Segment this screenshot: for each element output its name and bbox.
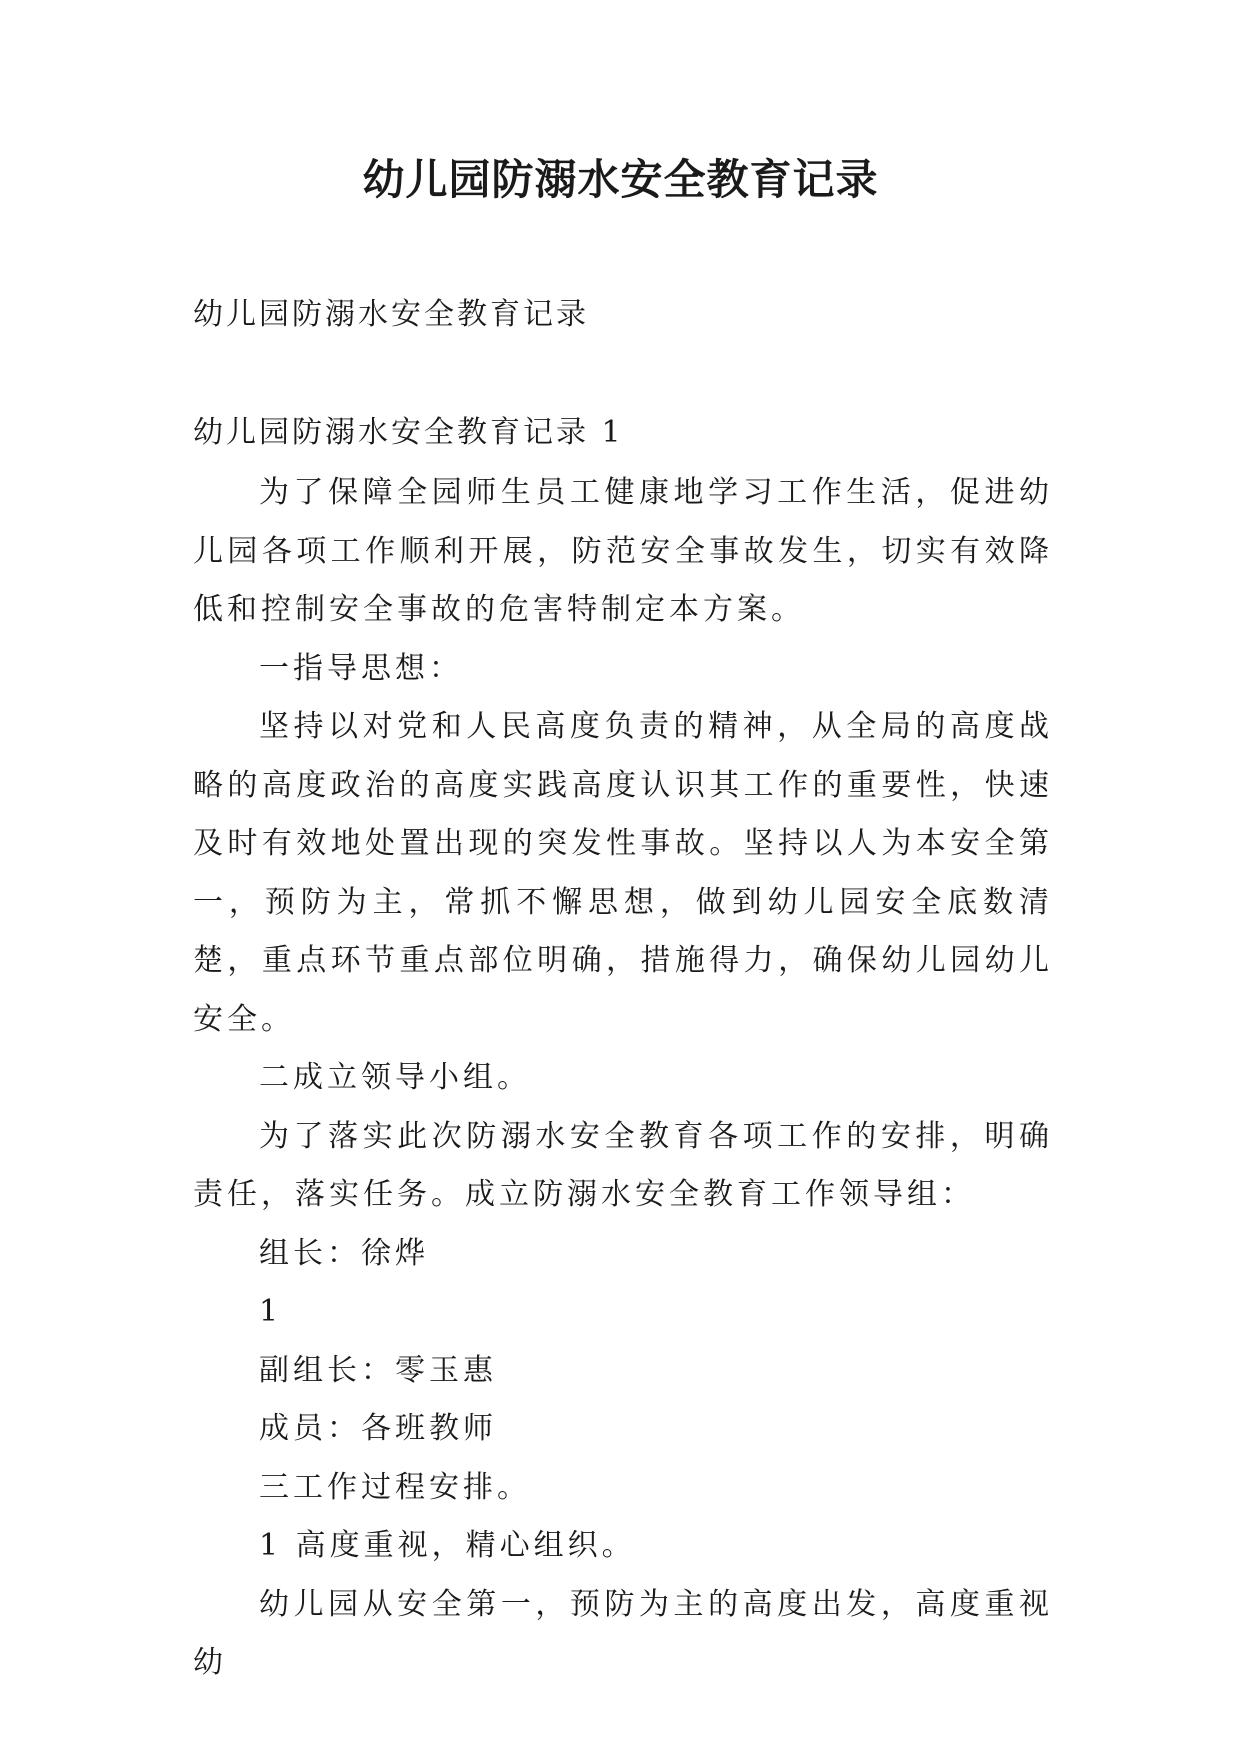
paragraph-page-number: 1	[259, 1294, 283, 1329]
paragraph-members: 成员：各班教师	[259, 1411, 497, 1446]
paragraph-leadership-group: 为了落实此次防溺水安全教育各项工作的安排，明确责任，落实任务。成立防溺水安全教育工作领导组：	[193, 1118, 1053, 1212]
paragraph-heading-guiding-ideology: 一指导思想：	[259, 650, 463, 686]
paragraph-guiding-ideology: 坚持以对党和人民高度负责的精神，从全局的高度战略的高度政治的高度实践高度认识其工作的重要性，快速及时有效地处置出现的突发性事故。坚持以人为本安全第一，预防为主，常抓不懈思想，做到幼儿园安全底数清楚，重点环节重点部位明确，措施得力，确保幼儿园幼儿安全。	[193, 709, 1053, 1037]
document-subtitle: 幼儿园防溺水安全教育记录	[193, 297, 589, 332]
document-title: 幼儿园防溺水安全教育记录	[362, 155, 879, 204]
section-heading: 幼儿园防溺水安全教育记录 1	[193, 415, 624, 450]
paragraph-intro: 为了保障全园师生员工健康地学习工作生活，促进幼儿园各项工作顺利开展，防范安全事故发生，切实有效降低和控制安全事故的危害特制定本方案。	[193, 475, 1053, 627]
paragraph-heading-leadership-group: 二成立领导小组。	[259, 1060, 531, 1095]
paragraph-group-leader: 组长：徐烨	[259, 1235, 429, 1271]
paragraph-item-1-detail: 幼儿园从安全第一，预防为主的高度出发，高度重视幼	[193, 1586, 1053, 1680]
document-body	[193, 464, 1053, 1693]
paragraph-heading-work-process: 三工作过程安排。	[259, 1469, 531, 1505]
paragraph-deputy-leader: 副组长：零玉惠	[259, 1352, 497, 1388]
paragraph-item-1: 1 高度重视，精心组织。	[259, 1528, 636, 1563]
